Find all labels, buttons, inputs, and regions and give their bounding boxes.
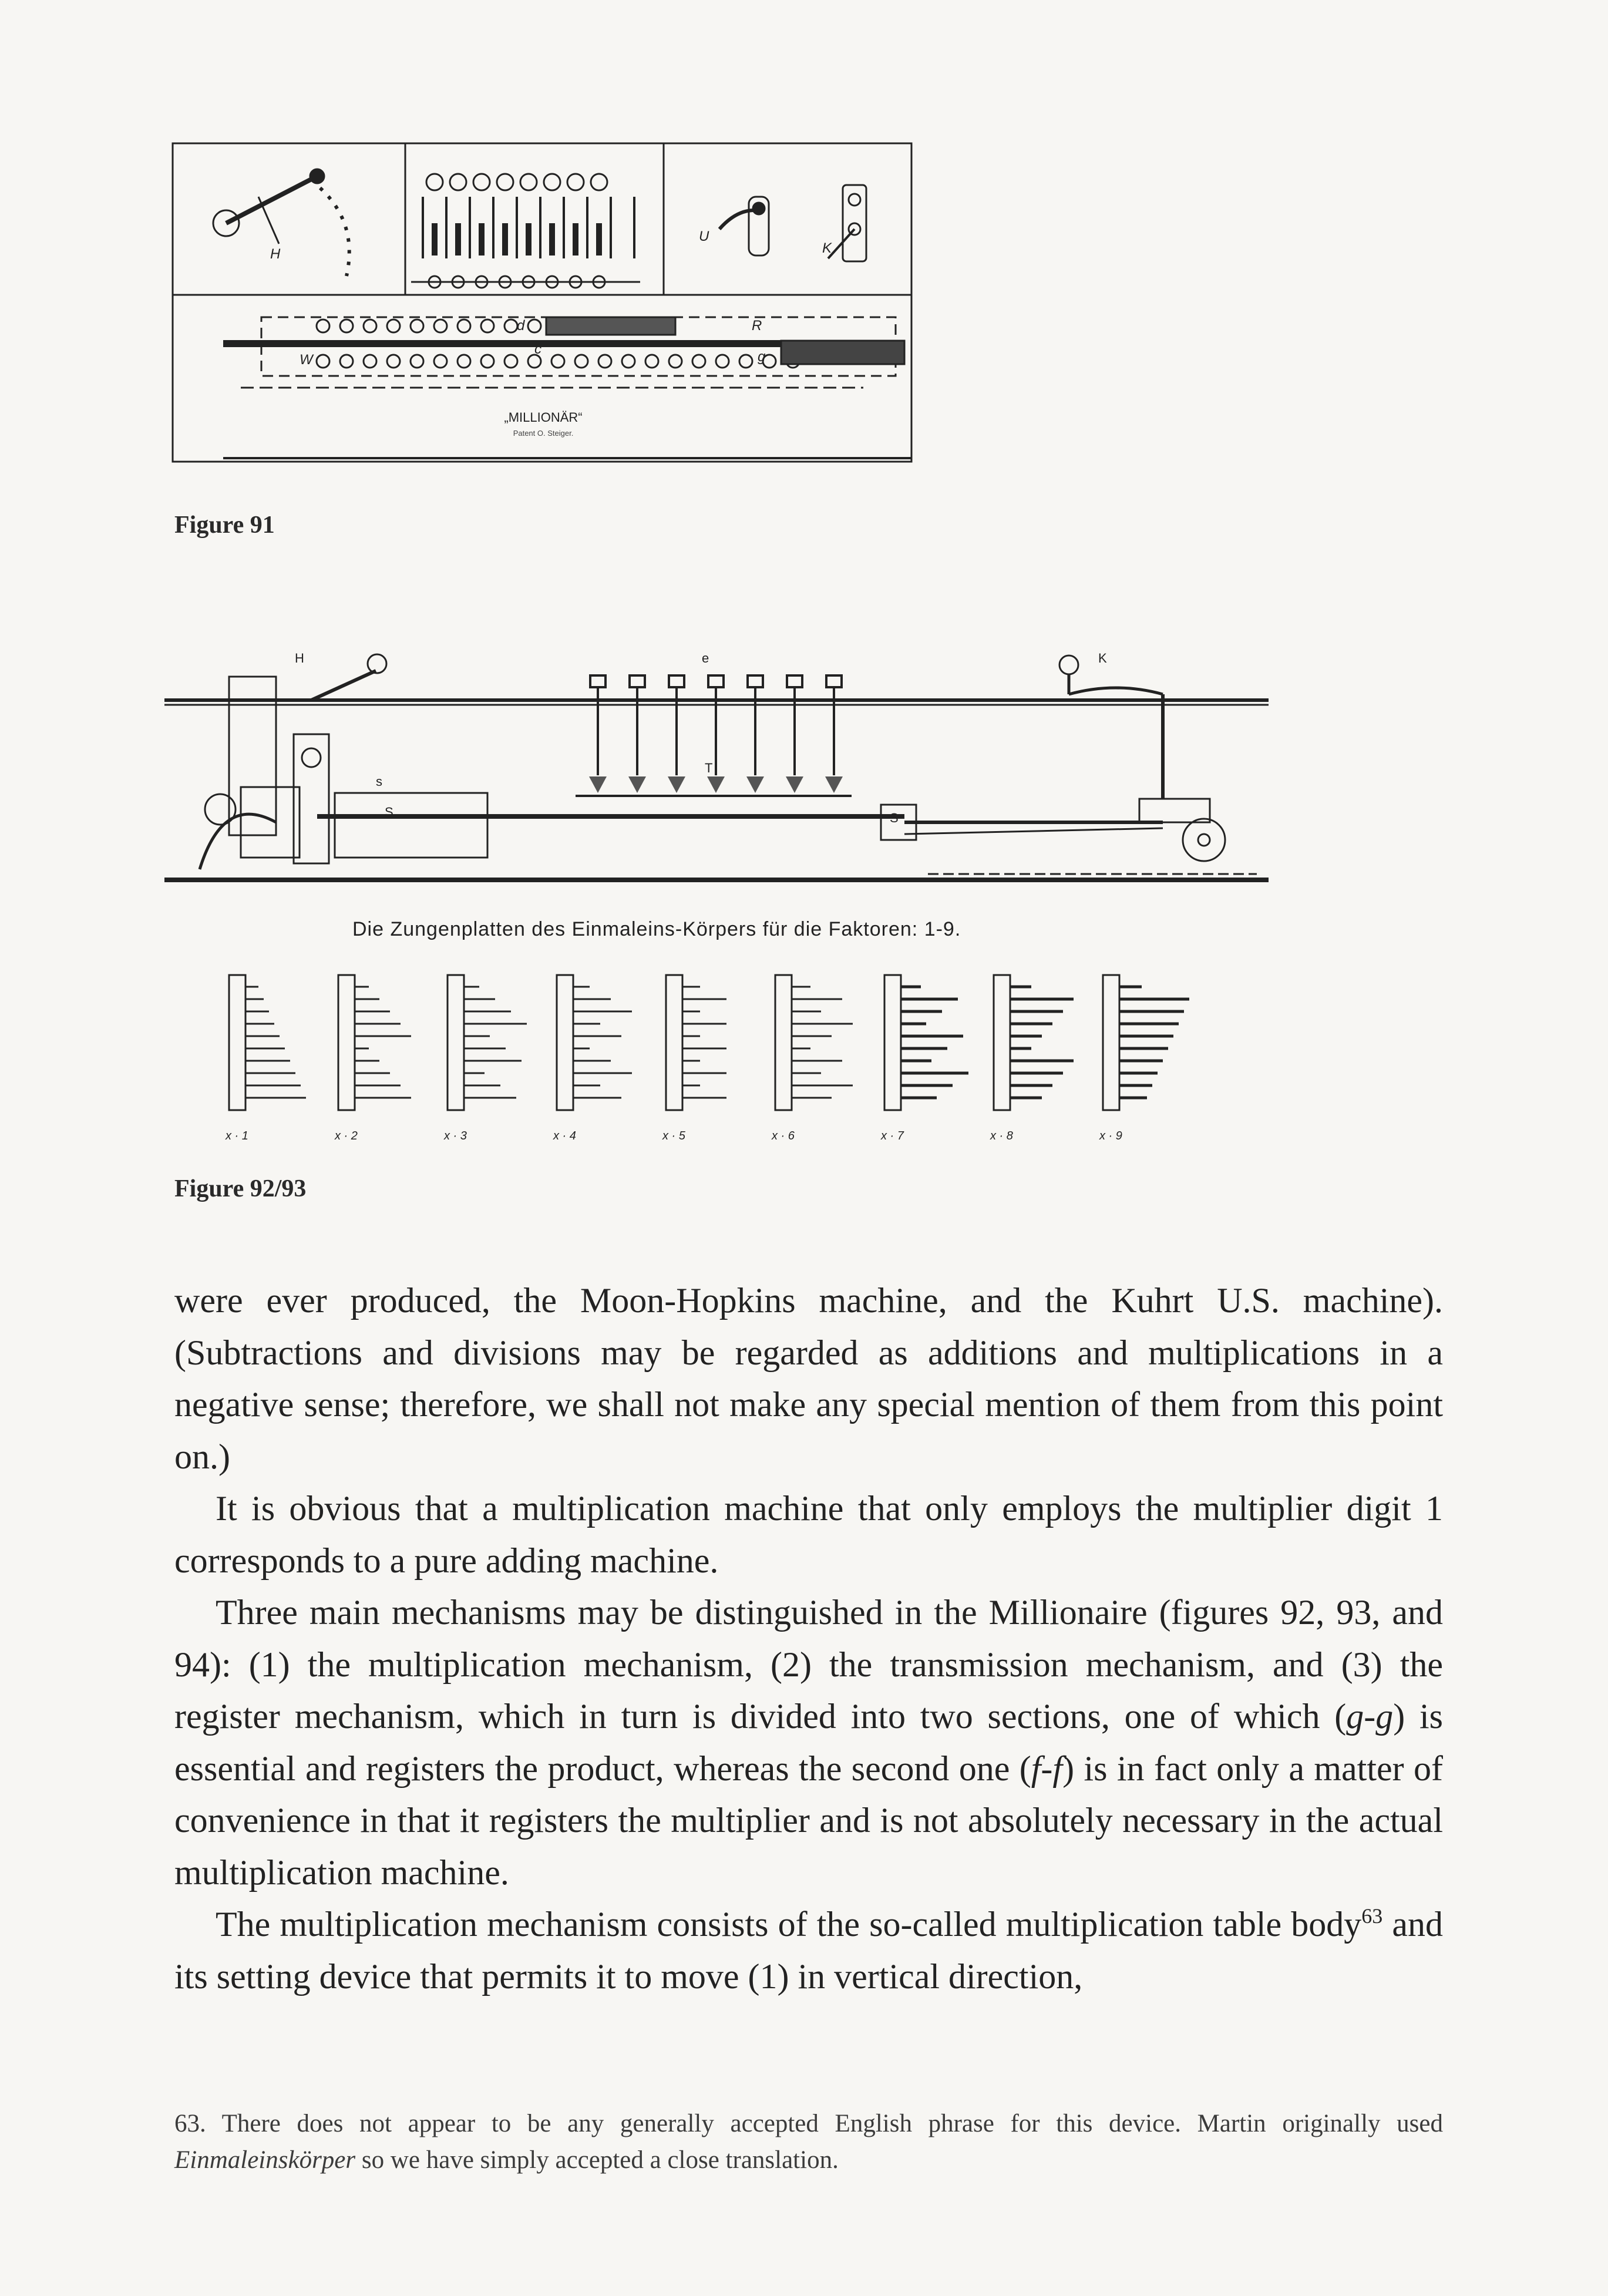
label-e: e [702, 651, 709, 665]
plate-label: x · 2 [335, 1129, 358, 1142]
figure-91-illustration [170, 141, 919, 470]
label-T: T [705, 761, 713, 775]
figure-93-subtitle: Die Zungenplatten des Einmaleins-Körpers für die Faktoren: 1-9. [352, 918, 961, 940]
paragraph-1: were ever produced, the Moon-Hopkins machine, and the Kuhrt U.S. machine). (Subtractions and divisions may be regarded as additions and multiplications in a negative sense; therefore, we shall not make any special mention of them from this point on.) [174, 1281, 1443, 1476]
footnote-ref-63[interactable]: 63 [1361, 1904, 1383, 1928]
paragraph-2: It is obvious that a multiplication machine that only employs the multiplier digit 1 corresponds to a pure adding machine. [174, 1489, 1443, 1580]
tongue-plate [229, 975, 306, 1110]
label-S-left: S [385, 805, 393, 819]
plate-label: x · 4 [553, 1129, 576, 1142]
plate-label: x · 9 [1099, 1129, 1122, 1142]
plate-label: x · 5 [662, 1129, 685, 1142]
tongue-plate [994, 975, 1074, 1110]
plate-label: x · 3 [444, 1129, 467, 1142]
tongue-plate [666, 975, 726, 1110]
footnote-63: 63. There does not appear to be any generally accepted English phrase for this device. Martin originally used Einmaleinskörper so we have simply accepted a close translation. [174, 2110, 1443, 2174]
tongue-plate [884, 975, 968, 1110]
tongue-plate [557, 975, 632, 1110]
plate-label: x · 6 [772, 1129, 795, 1142]
figure-92-side-view [164, 646, 1280, 893]
svg-text:d: d [517, 318, 525, 334]
figure-91-nameplate: „MILLIONÄR“ [504, 410, 583, 425]
label-K: K [1098, 651, 1107, 665]
plate-label: x · 7 [881, 1129, 904, 1142]
tongue-plate [775, 975, 853, 1110]
svg-text:U: U [699, 228, 709, 244]
plate-label: x · 1 [226, 1129, 248, 1142]
tongue-plate [338, 975, 411, 1110]
svg-text:g: g [758, 349, 766, 365]
label-H: H [295, 651, 304, 665]
body-text [174, 1275, 1443, 2002]
figure-91-patent: Patent O. Steiger. [513, 429, 574, 438]
figure-91-caption: Figure 91 [174, 512, 275, 539]
paragraph-4: The multiplication mechanism consists of the so-called multiplication table body$^{63}$ and its setting device that permits it to move (1) in vertical direction, [174, 1904, 1443, 1996]
svg-text:R: R [752, 318, 762, 334]
figure-93-tongue-plates [211, 963, 1210, 1151]
svg-text:K: K [822, 240, 832, 256]
label-s: s [376, 774, 382, 789]
svg-text:W: W [300, 352, 313, 368]
tongue-plate [1103, 975, 1189, 1110]
svg-text:H: H [270, 246, 281, 262]
svg-text:c: c [534, 341, 541, 357]
tongue-plate [448, 975, 527, 1110]
figure-92-93-caption: Figure 92/93 [174, 1175, 307, 1202]
paragraph-3: Three main mechanisms may be distinguished in the Millionaire (figures 92, 93, and 94): (1) the multiplication mechanism, (2) the transmission mechanism, and (3) the register mechanism, which in turn is divided into two sections, one of which (g-g) is essential and registers the product, whereas the second one (f-f) is in fact only a matter of convenience in that it registers the multiplier and is not absolutely necessary in the actual multiplication machine. [174, 1593, 1444, 1892]
plate-label: x · 8 [990, 1129, 1013, 1142]
label-S-right: S [890, 811, 899, 825]
